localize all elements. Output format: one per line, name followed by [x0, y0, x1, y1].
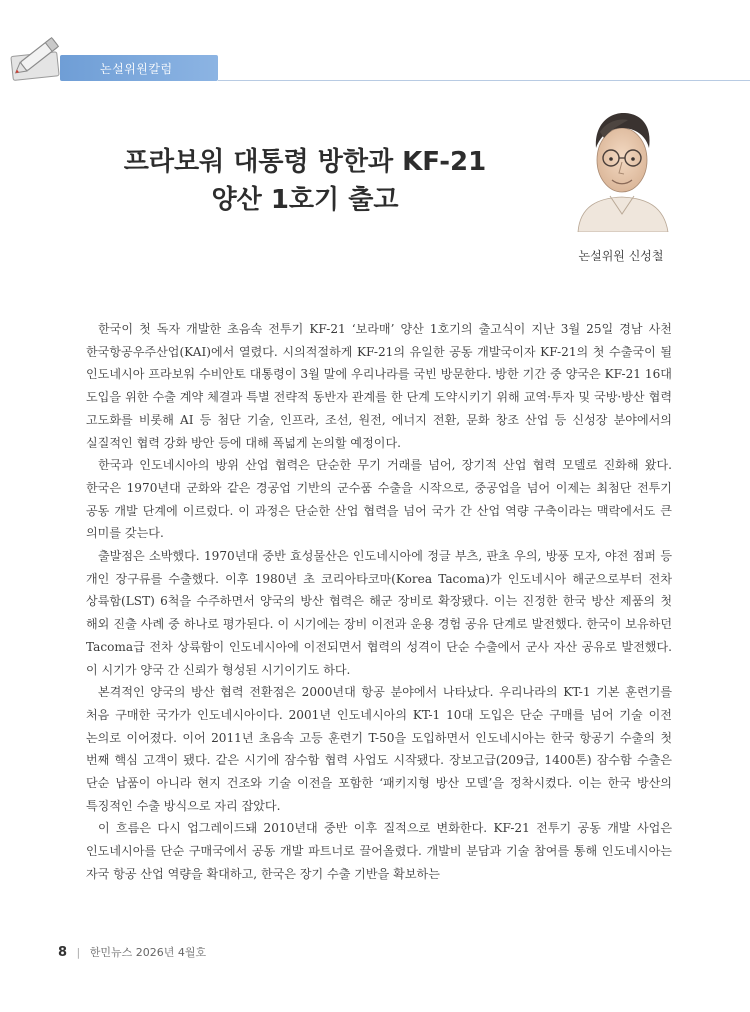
title-line-2: 양산 1호기 출고	[211, 185, 399, 215]
publication-info: 한민뉴스 2026년 4월호	[89, 946, 207, 959]
article-paragraph: 이 흐름은 다시 업그레이드돼 2010년대 중반 이후 질적으로 변화한다. KF-21 전투기 공동 개발 사업은 인도네시아를 단순 구매국에서 공동 개발 파트너로 끌어올렸다. 개발비 분담과 기술 참여를 통해 인도네시아는 자국 항공 산업 역량을 확대하고, 한국은 장기 수출 기반을 확보하는	[86, 821, 672, 881]
article-title	[100, 143, 510, 219]
page-footer	[58, 944, 206, 960]
article-paragraph: 한국과 인도네시아의 방위 산업 협력은 단순한 무기 거래를 넘어, 장기적 산업 협력 모델로 진화해 왔다. 한국은 1970년대 군화와 같은 경공업 기반의 군수품 수출을 시작으로, 중공업을 넘어 이제는 최첨단 전투기 공동 개발 단계에 이르렀다. 이 과정은 단순한 산업 협력을 넘어 국가 간 산업 역량 구축이라는 맥락에서도 큰 의미를 갖는다.	[86, 458, 672, 541]
article-body	[86, 318, 672, 908]
header-rule	[218, 80, 750, 81]
title-line-1: 프라보워 대통령 방한과 KF-21	[123, 147, 487, 177]
author-byline: 논설위원 신성철	[578, 249, 664, 263]
article-paragraph: 본격적인 양국의 방산 협력 전환점은 2000년대 항공 분야에서 나타났다. 우리나라의 KT-1 기본 훈련기를 처음 구매한 국가가 인도네시아이다. 2001년 인도네시아의 KT-1 10대 도입은 단순 구매를 넘어 기술 이전 논의로 이어졌다. 이어 2011년 초음속 고등 훈련기 T-50을 도입하면서 인도네시아는 한국 항공기 수출의 첫 번째 핵심 고객이 됐다. 같은 시기에 잠수함 협력 사업도 시작됐다. 장보고급(209급, 1400톤) 잠수함 수출은 단순 납품이 아니라 현지 건조와 기술 이전을 포함한 ‘패키지형 방산 모델’을 정착시켰다. 이는 한국 방산의 특징적인 수출 방식으로 자리 잡았다.	[86, 685, 672, 813]
page-number: 8	[58, 945, 68, 960]
article-paragraph: 한국이 첫 독자 개발한 초음속 전투기 KF-21 ‘보라매’ 양산 1호기의 출고식이 지난 3월 25일 경남 사천 한국항공우주산업(KAI)에서 열렸다. 시의적절하게 KF-21의 유일한 공동 개발국이자 KF-21의 첫 수출국이 될 인도네시아 프라보워 수비안토 대통령이 3월 말에 우리나라를 국빈 방문한다. 방한 기간 중 양국은 KF-21 16대 도입을 위한 수출 계약 체결과 특별 전략적 동반자 관계를 한 단계 도약시키기 위해 교역·투자 및 국방·방산 협력 고도화를 비롯해 AI 등 첨단 기술, 인프라, 조선, 원전, 에너지 전환, 문화 창조 산업 등 신성장 분야에서의 실질적인 협력 강화 방안 등에 대해 폭넓게 논의할 예정이다.	[86, 322, 672, 450]
section-label: 논설위원칼럼	[100, 62, 173, 76]
article-paragraph: 출발점은 소박했다. 1970년대 중반 효성물산은 인도네시아에 정글 부츠, 판초 우의, 방풍 모자, 야전 점퍼 등 개인 장구류를 수출했다. 이후 1980년 초 코리아타코마(Korea Tacoma)가 인도네시아 해군으로부터 전차 상륙함(LST) 6척을 수주하면서 양국의 방산 협력은 해군 장비로 확장됐다. 이는 진정한 한국 방산 제품의 첫 해외 진출 사례 중 하나로 평가된다. 이 시기에는 장비 이전과 운용 경험 공유 단계로 발전했다. 한국이 보유하던 Tacoma급 전차 상륙함이 인도네시아에 이전되면서 협력의 성격이 단순 수출에서 군사 자산 공유로 발전했다. 이 시기가 양국 간 신뢰가 형성된 시기이기도 하다.	[86, 549, 672, 677]
pen-icon	[6, 30, 68, 82]
footer-separator: |	[76, 946, 81, 959]
author-portrait	[570, 102, 674, 232]
section-tab	[60, 55, 218, 81]
